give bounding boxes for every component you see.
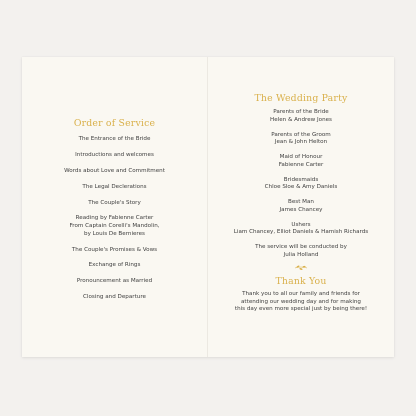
right-page	[208, 57, 394, 357]
service-item	[22, 215, 207, 238]
service-item-line: From Captain Corelli's Mandolin,	[69, 223, 160, 230]
service-item	[22, 294, 207, 302]
service-item	[22, 152, 207, 160]
thank-you-message	[208, 291, 394, 314]
service-item-line: Closing and Departure	[83, 294, 146, 301]
left-page	[22, 57, 208, 357]
party-role-line: Liam Chancey, Elliot Daniels & Hamish Richards	[233, 229, 369, 236]
party-role-line: Chloe Sloe & Amy Daniels	[264, 184, 338, 191]
service-item-line: The Legal Declerations	[82, 183, 147, 190]
service-item	[22, 168, 207, 176]
party-role	[208, 199, 394, 214]
party-role-line: Ushers	[291, 221, 311, 228]
service-item	[22, 136, 207, 144]
thank-you-line: attending our wedding day and for making	[241, 298, 361, 305]
wedding-program-booklet	[22, 57, 394, 357]
service-item-line: Reading by Fabienne Carter	[75, 215, 154, 222]
wedding-party-heading: The Wedding Party	[254, 93, 348, 104]
party-role	[208, 109, 394, 124]
party-role	[208, 222, 394, 237]
party-role-line: Helen & Andrew Jones	[270, 116, 332, 123]
party-role-line: Parents of the Groom	[271, 131, 331, 138]
service-item	[22, 262, 207, 270]
service-item-line: The Entrance of the Bride	[78, 136, 151, 142]
thank-you-heading: Thank You	[275, 276, 327, 287]
party-role-line: Best Man	[288, 199, 314, 206]
order-of-service-list	[22, 136, 207, 310]
service-item-line: Introductions and welcomes	[75, 151, 154, 158]
service-item-line: Exchange of Rings	[88, 262, 141, 269]
party-role	[208, 132, 394, 147]
thank-you-line: Thank you to all our family and friends for	[242, 291, 360, 297]
party-role-line: Bridesmaids	[283, 176, 319, 183]
order-of-service-heading: Order of Service	[73, 118, 156, 129]
party-role-line: Fabienne Carter	[278, 161, 324, 168]
party-role-line: The service will be conducted by	[255, 244, 347, 251]
service-item	[22, 278, 207, 286]
service-item	[22, 184, 207, 192]
party-role-line: Parents of the Bride	[273, 109, 329, 115]
service-item-line: Pronouncement as Married	[76, 278, 153, 285]
service-item-line: Words about Love and Commitment	[64, 167, 165, 174]
thank-you-line: this day even more special just by being there!	[234, 306, 368, 313]
service-item-line: The Couple's Story	[88, 199, 141, 206]
service-item-line: The Couple's Promises & Vows	[71, 246, 158, 253]
service-item	[22, 200, 207, 208]
leaf-sprig-icon	[294, 264, 308, 272]
party-role	[208, 177, 394, 192]
party-role	[208, 154, 394, 169]
party-role-line: Jean & John Helton	[274, 139, 328, 146]
service-item	[22, 247, 207, 255]
party-role-line: Maid of Honour	[279, 154, 323, 161]
party-role	[208, 244, 394, 259]
party-role-line: Julia Holland	[283, 252, 319, 259]
wedding-party-list	[208, 109, 394, 267]
party-role-line: James Chancey	[279, 206, 323, 213]
service-item-line: by Louis De Bernieres	[84, 230, 145, 237]
